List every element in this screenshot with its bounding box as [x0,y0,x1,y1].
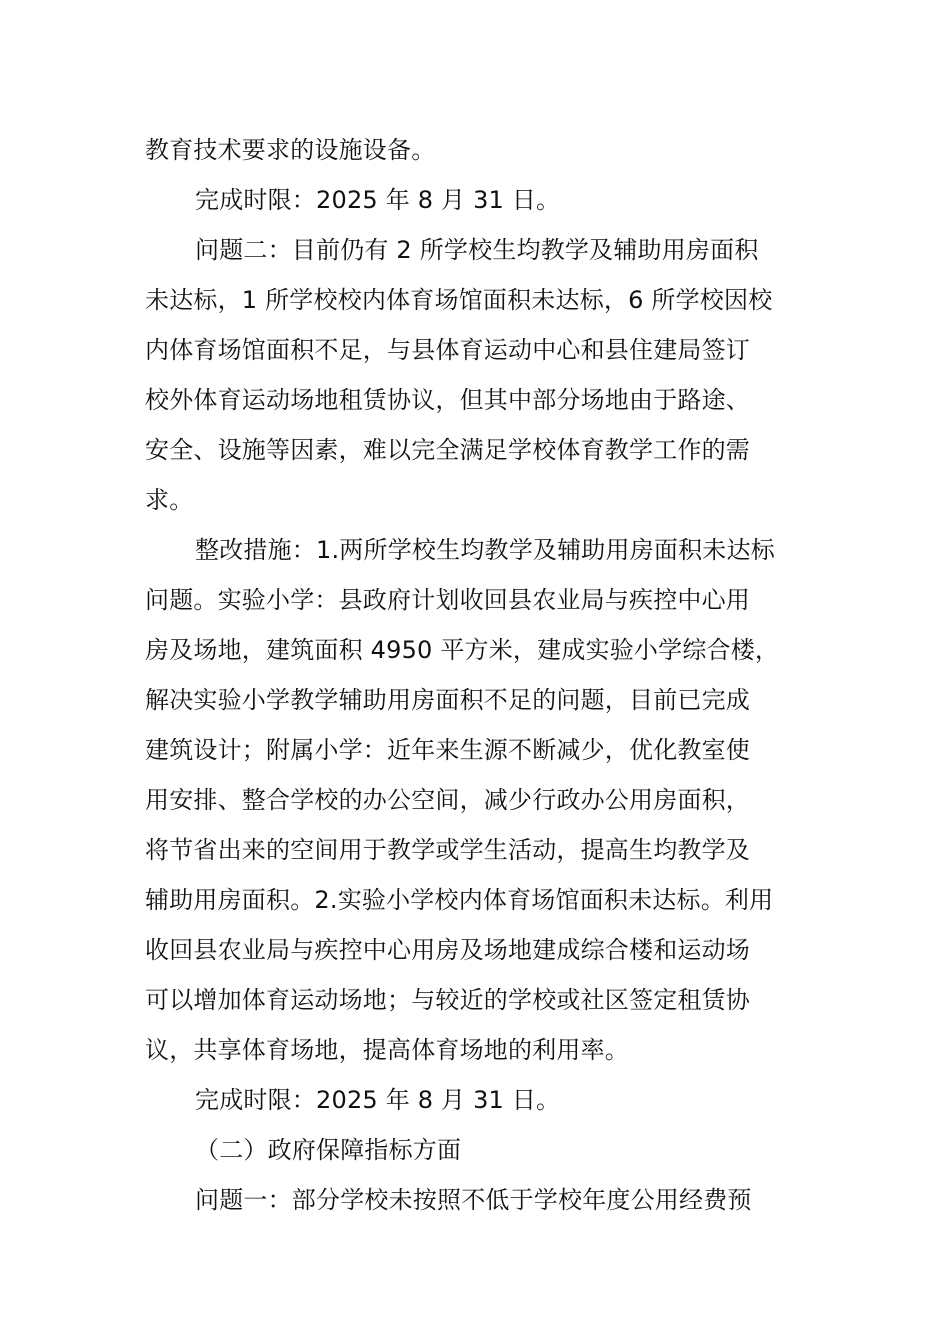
text-line: 解决实验小学教学辅助用房面积不足的问题，目前已完成 [145,686,750,714]
text-line: 议，共享体育场地，提高体育场地的利用率。 [145,1036,629,1064]
text-line: 问题。实验小学：县政府计划收回县农业局与疾控中心用 [145,586,750,614]
text-line: 未达标，1 所学校校内体育场馆面积未达标，6 所学校因校 [145,286,773,314]
text-line: 内体育场馆面积不足，与县体育运动中心和县住建局签订 [145,336,750,364]
text-line: 房及场地，建筑面积 4950 平方米，建成实验小学综合楼， [145,636,780,664]
problem-heading-line: 问题一：部分学校未按照不低于学校年度公用经费预 [195,1186,752,1214]
deadline-line: 完成时限：2025 年 8 月 31 日。 [195,186,561,214]
text-line: 安全、设施等因素，难以完全满足学校体育教学工作的需 [145,436,750,464]
text-line: 可以增加体育运动场地；与较近的学校或社区签定租赁协 [145,986,750,1014]
measures-heading-line: 整改措施：1.两所学校生均教学及辅助用房面积未达标 [195,536,775,564]
text-line: 用安排、整合学校的办公空间，减少行政办公用房面积， [145,786,750,814]
text-line: 将节省出来的空间用于教学或学生活动，提高生均教学及 [145,836,750,864]
text-line: 求。 [145,486,194,514]
text-line: 校外体育运动场地租赁协议，但其中部分场地由于路途、 [145,386,750,414]
text-line: 辅助用房面积。2.实验小学校内体育场馆面积未达标。利用 [145,886,774,914]
problem-heading-line: 问题二：目前仍有 2 所学校生均教学及辅助用房面积 [195,236,759,264]
deadline-line: 完成时限：2025 年 8 月 31 日。 [195,1086,561,1114]
section-heading-line: （二）政府保障指标方面 [195,1136,462,1164]
text-line: 建筑设计；附属小学：近年来生源不断减少，优化教室使 [145,736,750,764]
text-line: 教育技术要求的设施设备。 [145,136,436,164]
text-line: 收回县农业局与疾控中心用房及场地建成综合楼和运动场 [145,936,750,964]
